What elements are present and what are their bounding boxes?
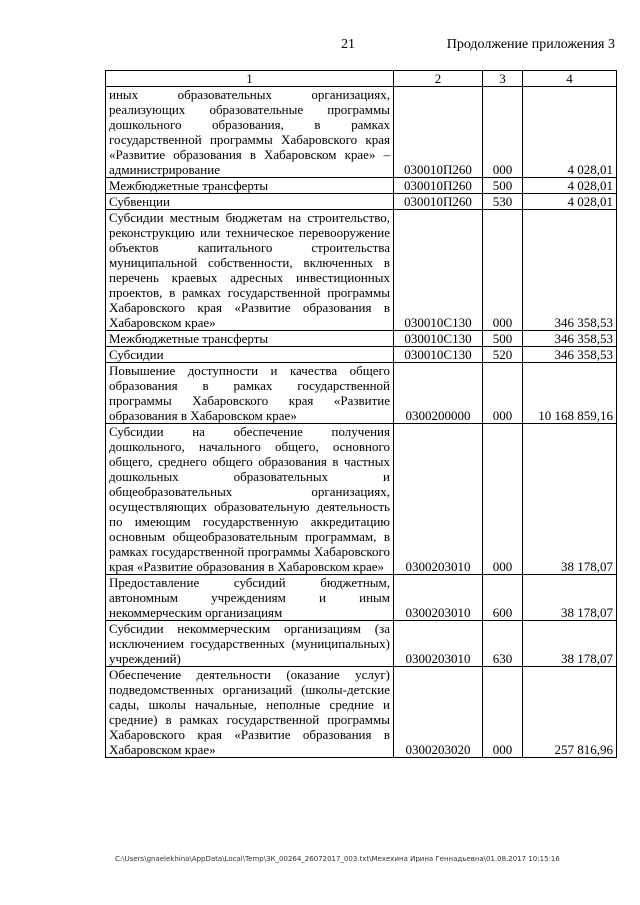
row-expense-type: 500: [483, 178, 523, 194]
row-expense-type: 500: [483, 331, 523, 347]
row-amount: 257 816,96: [523, 667, 617, 758]
row-name: Субсидии: [106, 347, 394, 363]
row-name: Субсидии некоммерческим организациям (за исключением государственных (муниципальных) учреждений): [106, 621, 394, 667]
table-row: [106, 347, 617, 363]
column-header: 4: [523, 71, 617, 87]
row-code: 030010С130: [394, 347, 483, 363]
row-name: Обеспечение деятельности (оказание услуг) подведомственных организаций (школы-детские сады, школы начальные, неполные средние и средние) в рамках государственной программы Хабаровского края «Развитие образования в Хабаровском крае»: [106, 667, 394, 758]
table-row: [106, 87, 617, 178]
row-code: 030010П260: [394, 194, 483, 210]
table-header-row: [106, 71, 617, 87]
table-row: [106, 424, 617, 575]
column-header: 2: [394, 71, 483, 87]
table-row: [106, 575, 617, 621]
row-code: 0300203020: [394, 667, 483, 758]
table-row: [106, 621, 617, 667]
row-amount: 4 028,01: [523, 194, 617, 210]
row-amount: 346 358,53: [523, 347, 617, 363]
row-amount: 4 028,01: [523, 87, 617, 178]
row-name: Субсидии местным бюджетам на строительство, реконструкцию или техническое перевооружение объектов капитального строительства муниципальной собственности, включенных в перечень краевых адресных инвестиционных проектов, в рамках государственной программы Хабаровского края «Развитие образования в Хабаровском крае»: [106, 210, 394, 331]
row-code: 030010П260: [394, 87, 483, 178]
table-row: [106, 194, 617, 210]
row-code: 030010С130: [394, 210, 483, 331]
row-code: 0300200000: [394, 363, 483, 424]
row-code: 030010С130: [394, 331, 483, 347]
row-name: Повышение доступности и качества общего образования в рамках государственной программы Хабаровского края «Развитие образования в Хабаровском крае»: [106, 363, 394, 424]
row-amount: 4 028,01: [523, 178, 617, 194]
row-code: 0300203010: [394, 575, 483, 621]
appendix-continuation-title: Продолжение приложения 3: [446, 37, 615, 52]
row-code: 0300203010: [394, 424, 483, 575]
row-name: Субвенции: [106, 194, 394, 210]
table-row: [106, 210, 617, 331]
row-amount: 346 358,53: [523, 331, 617, 347]
file-path-footer: C:\Users\gnaelekhina\AppData\Local\Temp\ЗК_00264_26072017_003.txt\Мехехина Ирина Геннадьевна\01.08.2017 10:15:16: [115, 855, 560, 863]
table-row: [106, 178, 617, 194]
row-amount: 38 178,07: [523, 424, 617, 575]
column-header: 3: [483, 71, 523, 87]
row-name: Межбюджетные трансферты: [106, 331, 394, 347]
budget-table: [105, 70, 617, 758]
row-expense-type: 000: [483, 667, 523, 758]
row-name: Межбюджетные трансферты: [106, 178, 394, 194]
row-expense-type: 630: [483, 621, 523, 667]
row-name: иных образовательных организациях, реализующих образовательные программы дошкольного образования, в рамках государственной программы Хабаровского края «Развитие образования в Хабаровском крае» – администрирование: [106, 87, 394, 178]
row-code: 030010П260: [394, 178, 483, 194]
page-number: 21: [341, 37, 355, 52]
row-expense-type: 520: [483, 347, 523, 363]
row-amount: 38 178,07: [523, 575, 617, 621]
row-amount: 38 178,07: [523, 621, 617, 667]
table-row: [106, 363, 617, 424]
row-expense-type: 000: [483, 363, 523, 424]
row-amount: 10 168 859,16: [523, 363, 617, 424]
row-name: Субсидии на обеспечение получения дошкольного, начального общего, основного общего, среднего общего образования в частных дошкольных образовательных и общеобразовательных организациях, осуществляющих образовательную деятельность по имеющим государственную аккредитацию основным общеобразовательным программам, в рамках государственной программы Хабаровского края «Развитие образования в Хабаровском крае»: [106, 424, 394, 575]
row-expense-type: 000: [483, 424, 523, 575]
row-amount: 346 358,53: [523, 210, 617, 331]
row-code: 0300203010: [394, 621, 483, 667]
row-expense-type: 600: [483, 575, 523, 621]
row-expense-type: 000: [483, 87, 523, 178]
table-row: [106, 331, 617, 347]
table-row: [106, 667, 617, 758]
column-header: 1: [106, 71, 394, 87]
row-expense-type: 000: [483, 210, 523, 331]
row-name: Предоставление субсидий бюджетным, автономным учреждениям и иным некоммерческим организациям: [106, 575, 394, 621]
row-expense-type: 530: [483, 194, 523, 210]
